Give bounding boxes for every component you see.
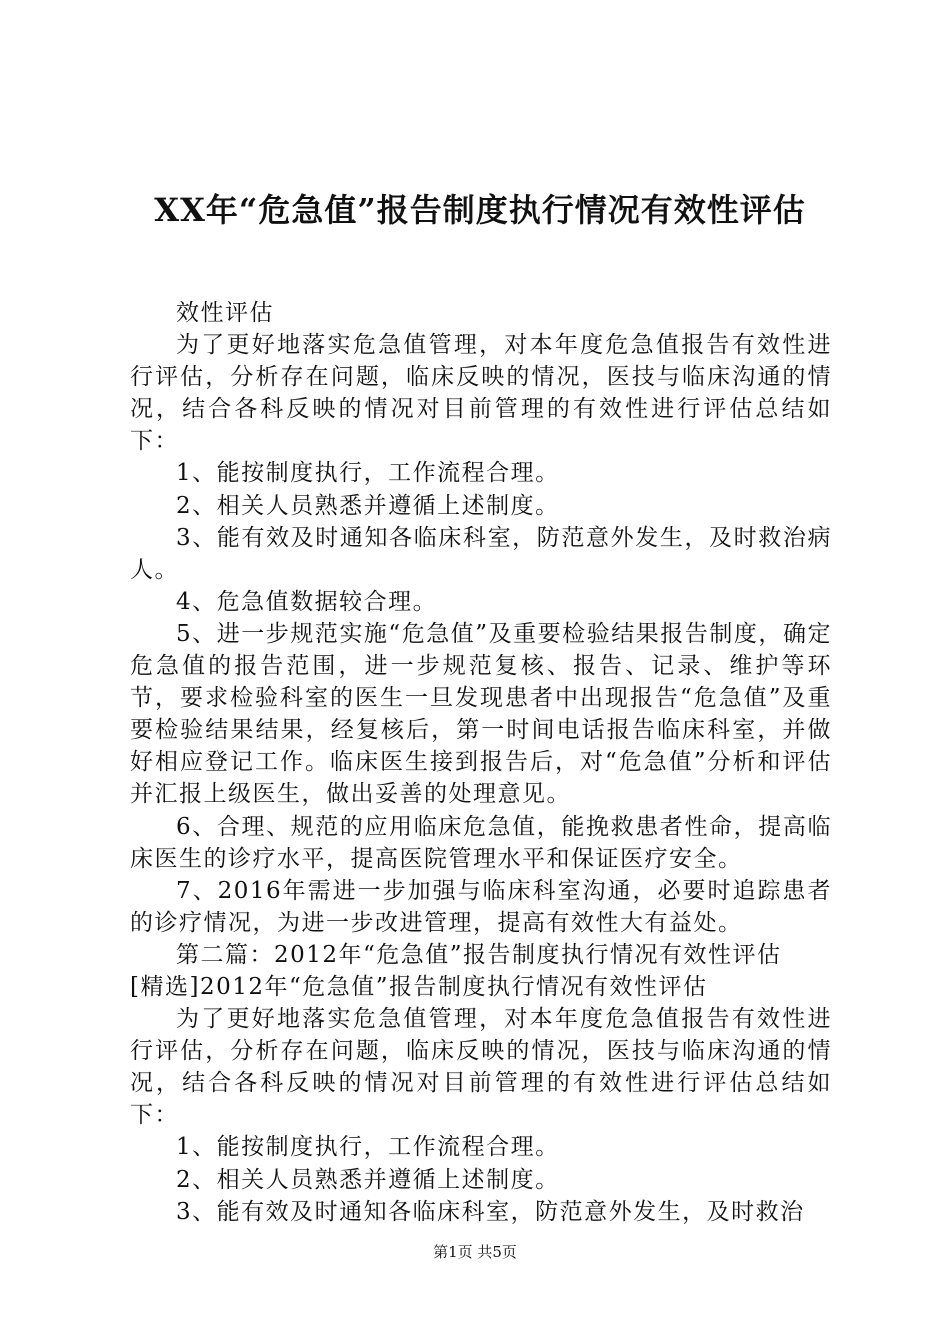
paragraph: 3、能有效及时通知各临床科室，防范意外发生，及时救治病人。 — [130, 524, 832, 583]
paragraph: 5、进一步规范实施“危急值”及重要检验结果报告制度，确定危急值的报告范围，进一步规范复核、报告、记录、维护等环节，要求检验科室的医生一旦发现患者中出现报告“危急值”及重要检验结果结果，经复核后，第一时间电话报告临床科室，并做好相应登记工作。临床医生接到报告后，对“危急值”分析和评估并汇报上级医生，做出妥善的处理意见。 — [130, 620, 832, 808]
document-title: XX年“危急值”报告制度执行情况有效性评估 — [154, 191, 806, 229]
paragraph: 3、能有效及时通知各临床科室，防范意外发生，及时救治 — [176, 1198, 805, 1225]
page-footer: 第1页 共5页 — [433, 1243, 517, 1261]
paragraph: 效性评估 — [176, 300, 274, 326]
paragraph: [精选]2012年“危急值”报告制度执行情况有效性评估 — [130, 973, 708, 1000]
paragraph: 1、能按制度执行，工作流程合理。 — [176, 1134, 560, 1161]
paragraph: 为了更好地落实危急值管理，对本年度危急值报告有效性进行评估，分析存在问题，临床反映的情况，医技与临床沟通的情况，结合各科反映的情况对目前管理的有效性进行评估总结如下： — [130, 332, 832, 455]
paragraph: 第二篇：2012年“危急值”报告制度执行情况有效性评估 — [176, 941, 782, 968]
paragraph: 为了更好地落实危急值管理，对本年度危急值报告有效性进行评估，分析存在问题，临床反映的情况，医技与临床沟通的情况，结合各科反映的情况对目前管理的有效性进行评估总结如下： — [130, 1006, 832, 1129]
paragraph: 1、能按制度执行，工作流程合理。 — [176, 460, 560, 487]
paragraph: 2、相关人员熟悉并遵循上述制度。 — [176, 492, 560, 519]
paragraph: 4、危急值数据较合理。 — [176, 588, 438, 615]
paragraph: 6、合理、规范的应用临床危急值，能挽救患者性命，提高临床医生的诊疗水平，提高医院管理水平和保证医疗安全。 — [130, 813, 832, 872]
document-body — [130, 297, 832, 1228]
paragraph: 7、2016年需进一步加强与临床科室沟通，必要时追踪患者的诊疗情况，为进一步改进管理，提高有效性大有益处。 — [130, 877, 832, 936]
paragraph: 2、相关人员熟悉并遵循上述制度。 — [176, 1166, 560, 1193]
